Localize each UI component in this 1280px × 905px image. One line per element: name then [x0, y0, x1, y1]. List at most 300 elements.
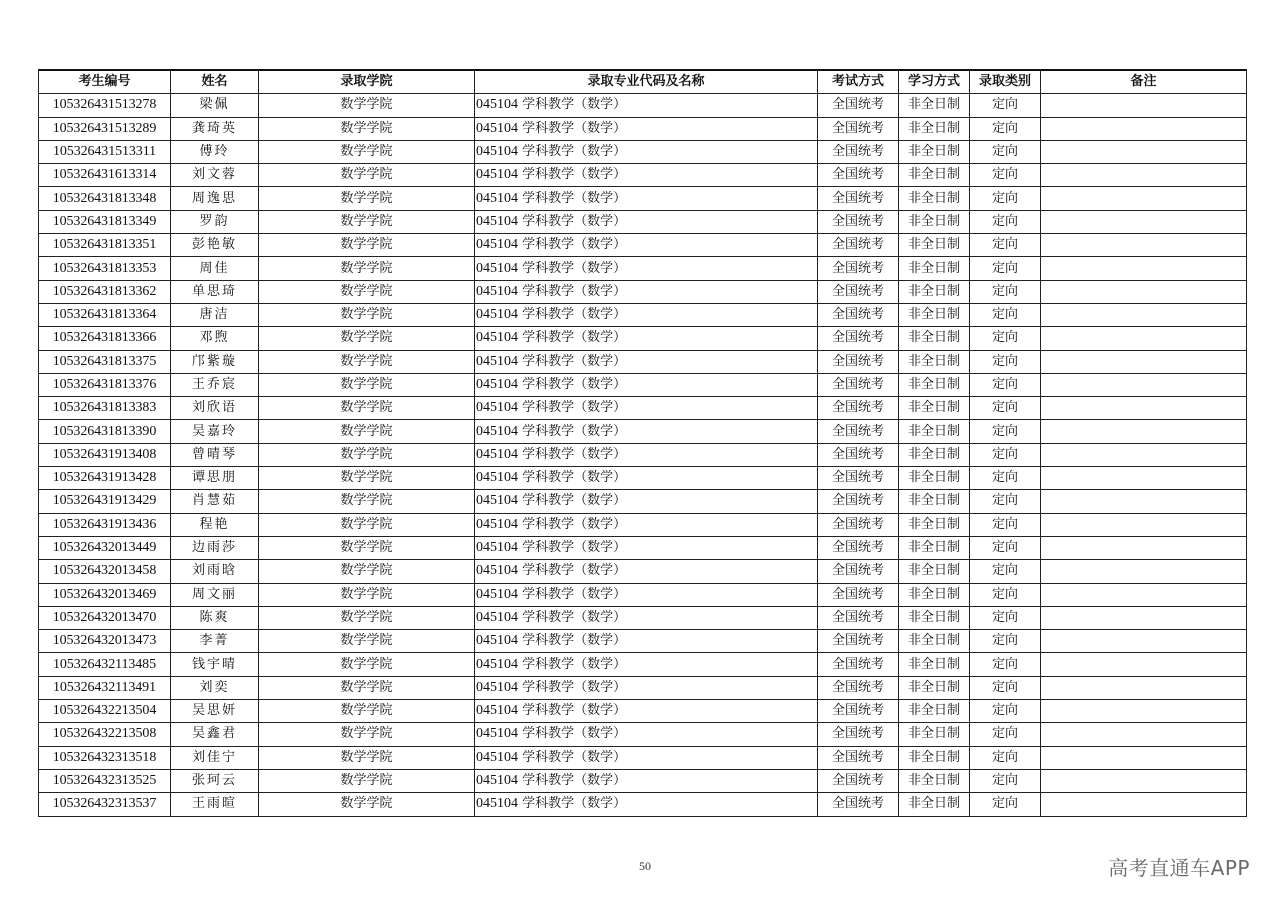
major-code: 045104	[476, 120, 518, 136]
cell-major	[475, 140, 818, 163]
cell-remark	[1041, 234, 1247, 257]
cell-remark	[1041, 350, 1247, 373]
cell-college: 数学学院	[259, 536, 475, 559]
major-code: 045104	[476, 516, 518, 532]
major-name: 学科教学（数学）	[522, 260, 627, 276]
cell-student-id: 105326431813351	[39, 234, 171, 257]
major-name: 学科教学（数学）	[522, 703, 627, 719]
major-code: 045104	[476, 749, 518, 765]
cell-study-mode: 非全日制	[899, 467, 970, 490]
table-row	[39, 257, 1247, 280]
cell-college: 数学学院	[259, 606, 475, 629]
cell-student-id: 105326432013458	[39, 560, 171, 583]
header-category: 录取类别	[970, 70, 1041, 94]
table-row	[39, 490, 1247, 513]
cell-remark	[1041, 327, 1247, 350]
cell-name: 梁佩	[171, 94, 259, 117]
cell-exam-method: 全国统考	[818, 653, 899, 676]
cell-college: 数学学院	[259, 303, 475, 326]
cell-remark	[1041, 373, 1247, 396]
cell-student-id: 105326432013473	[39, 630, 171, 653]
cell-study-mode: 非全日制	[899, 560, 970, 583]
table-row	[39, 676, 1247, 699]
cell-major	[475, 117, 818, 140]
cell-exam-method: 全国统考	[818, 769, 899, 792]
major-code: 045104	[476, 377, 518, 392]
cell-college: 数学学院	[259, 793, 475, 816]
cell-category: 定向	[970, 560, 1041, 583]
cell-category: 定向	[970, 490, 1041, 513]
cell-student-id: 105326432313525	[39, 769, 171, 792]
major-code: 045104	[476, 330, 518, 346]
table-row	[39, 140, 1247, 163]
major-name: 学科教学（数学）	[522, 726, 627, 742]
cell-major	[475, 606, 818, 629]
cell-college: 数学学院	[259, 327, 475, 350]
cell-major	[475, 653, 818, 676]
table-row	[39, 373, 1247, 396]
cell-remark	[1041, 560, 1247, 583]
cell-study-mode: 非全日制	[899, 397, 970, 420]
cell-study-mode: 非全日制	[899, 606, 970, 629]
cell-category: 定向	[970, 769, 1041, 792]
cell-exam-method: 全国统考	[818, 536, 899, 559]
cell-category: 定向	[970, 420, 1041, 443]
cell-student-id: 105326431913429	[39, 490, 171, 513]
cell-student-id: 105326432013470	[39, 606, 171, 629]
cell-remark	[1041, 630, 1247, 653]
major-code: 045104	[476, 353, 518, 369]
table-row	[39, 769, 1247, 792]
cell-major	[475, 350, 818, 373]
cell-study-mode: 非全日制	[899, 117, 970, 140]
cell-student-id: 105326431913436	[39, 513, 171, 536]
major-name: 学科教学（数学）	[522, 563, 627, 579]
cell-college: 数学学院	[259, 420, 475, 443]
major-code: 045104	[476, 446, 518, 462]
cell-college: 数学学院	[259, 94, 475, 117]
major-name: 学科教学（数学）	[522, 213, 627, 229]
table-row	[39, 187, 1247, 210]
cell-college: 数学学院	[259, 560, 475, 583]
cell-remark	[1041, 769, 1247, 792]
cell-exam-method: 全国统考	[818, 94, 899, 117]
major-code: 045104	[476, 237, 518, 253]
cell-remark	[1041, 117, 1247, 140]
cell-study-mode: 非全日制	[899, 513, 970, 536]
cell-remark	[1041, 700, 1247, 723]
major-name: 学科教学（数学）	[522, 796, 627, 812]
major-name: 学科教学（数学）	[522, 144, 627, 160]
cell-category: 定向	[970, 280, 1041, 303]
cell-name: 周文丽	[171, 583, 259, 606]
cell-category: 定向	[970, 700, 1041, 723]
cell-category: 定向	[970, 467, 1041, 490]
cell-college: 数学学院	[259, 700, 475, 723]
table-body	[39, 94, 1247, 816]
cell-category: 定向	[970, 303, 1041, 326]
cell-name: 程艳	[171, 513, 259, 536]
major-name: 学科教学（数学）	[522, 120, 627, 136]
cell-major	[475, 536, 818, 559]
cell-study-mode: 非全日制	[899, 793, 970, 816]
cell-study-mode: 非全日制	[899, 630, 970, 653]
table-row	[39, 443, 1247, 466]
cell-exam-method: 全国统考	[818, 420, 899, 443]
cell-remark	[1041, 467, 1247, 490]
cell-exam-method: 全国统考	[818, 700, 899, 723]
cell-college: 数学学院	[259, 234, 475, 257]
cell-major	[475, 490, 818, 513]
cell-major	[475, 164, 818, 187]
major-name: 学科教学（数学）	[522, 167, 627, 183]
major-name: 学科教学（数学）	[522, 656, 627, 672]
cell-major	[475, 210, 818, 233]
cell-college: 数学学院	[259, 630, 475, 653]
table-row	[39, 350, 1247, 373]
cell-study-mode: 非全日制	[899, 676, 970, 699]
cell-student-id: 105326431813390	[39, 420, 171, 443]
cell-exam-method: 全国统考	[818, 303, 899, 326]
major-code: 045104	[476, 493, 518, 509]
cell-exam-method: 全国统考	[818, 257, 899, 280]
major-code: 045104	[476, 190, 518, 206]
cell-major	[475, 560, 818, 583]
cell-college: 数学学院	[259, 653, 475, 676]
cell-category: 定向	[970, 606, 1041, 629]
cell-student-id: 105326431913408	[39, 443, 171, 466]
major-name: 学科教学（数学）	[522, 97, 627, 113]
cell-college: 数学学院	[259, 513, 475, 536]
cell-exam-method: 全国统考	[818, 350, 899, 373]
cell-major	[475, 723, 818, 746]
cell-remark	[1041, 164, 1247, 187]
table-row	[39, 467, 1247, 490]
major-code: 045104	[476, 97, 518, 113]
cell-college: 数学学院	[259, 746, 475, 769]
cell-college: 数学学院	[259, 373, 475, 396]
cell-category: 定向	[970, 653, 1041, 676]
major-name: 学科教学（数学）	[522, 586, 627, 602]
cell-name: 李菁	[171, 630, 259, 653]
cell-exam-method: 全国统考	[818, 723, 899, 746]
cell-remark	[1041, 723, 1247, 746]
major-code: 045104	[476, 656, 518, 672]
cell-college: 数学学院	[259, 467, 475, 490]
cell-student-id: 105326432013449	[39, 536, 171, 559]
table-row	[39, 793, 1247, 816]
cell-name: 龚琦英	[171, 117, 259, 140]
cell-study-mode: 非全日制	[899, 700, 970, 723]
table-row	[39, 560, 1247, 583]
cell-name: 钱宇晴	[171, 653, 259, 676]
cell-category: 定向	[970, 350, 1041, 373]
cell-exam-method: 全国统考	[818, 513, 899, 536]
major-name: 学科教学（数学）	[522, 353, 627, 369]
major-code: 045104	[476, 796, 518, 812]
table-row	[39, 723, 1247, 746]
major-name: 学科教学（数学）	[522, 400, 627, 416]
major-code: 045104	[476, 260, 518, 276]
major-name: 学科教学（数学）	[522, 190, 627, 206]
cell-name: 周佳	[171, 257, 259, 280]
cell-major	[475, 327, 818, 350]
cell-category: 定向	[970, 443, 1041, 466]
cell-exam-method: 全国统考	[818, 140, 899, 163]
cell-student-id: 105326431813376	[39, 373, 171, 396]
major-code: 045104	[476, 167, 518, 183]
cell-name: 刘欣语	[171, 397, 259, 420]
cell-student-id: 105326431813348	[39, 187, 171, 210]
cell-major	[475, 746, 818, 769]
major-name: 学科教学（数学）	[522, 633, 627, 649]
cell-study-mode: 非全日制	[899, 327, 970, 350]
cell-exam-method: 全国统考	[818, 606, 899, 629]
cell-college: 数学学院	[259, 140, 475, 163]
cell-remark	[1041, 420, 1247, 443]
cell-student-id: 105326431813364	[39, 303, 171, 326]
cell-name: 张珂云	[171, 769, 259, 792]
cell-category: 定向	[970, 210, 1041, 233]
table-row	[39, 210, 1247, 233]
cell-college: 数学学院	[259, 210, 475, 233]
major-name: 学科教学（数学）	[522, 237, 627, 253]
major-code: 045104	[476, 400, 518, 416]
cell-remark	[1041, 140, 1247, 163]
cell-college: 数学学院	[259, 676, 475, 699]
major-code: 045104	[476, 563, 518, 579]
cell-name: 单思琦	[171, 280, 259, 303]
header-college: 录取学院	[259, 70, 475, 94]
cell-remark	[1041, 397, 1247, 420]
table-row	[39, 420, 1247, 443]
cell-student-id: 105326431813353	[39, 257, 171, 280]
cell-remark	[1041, 303, 1247, 326]
major-name: 学科教学（数学）	[522, 749, 627, 765]
cell-student-id: 105326432113485	[39, 653, 171, 676]
major-code: 045104	[476, 703, 518, 719]
cell-study-mode: 非全日制	[899, 769, 970, 792]
header-remark: 备注	[1041, 70, 1247, 94]
cell-name: 彭艳敏	[171, 234, 259, 257]
cell-student-id: 105326432313518	[39, 746, 171, 769]
admission-table	[38, 69, 1247, 817]
cell-study-mode: 非全日制	[899, 234, 970, 257]
major-name: 学科教学（数学）	[522, 773, 627, 789]
major-name: 学科教学（数学）	[522, 446, 627, 462]
cell-major	[475, 280, 818, 303]
cell-category: 定向	[970, 234, 1041, 257]
major-name: 学科教学（数学）	[522, 516, 627, 532]
cell-study-mode: 非全日制	[899, 210, 970, 233]
cell-college: 数学学院	[259, 443, 475, 466]
cell-remark	[1041, 210, 1247, 233]
cell-student-id: 105326431813349	[39, 210, 171, 233]
cell-category: 定向	[970, 140, 1041, 163]
cell-major	[475, 257, 818, 280]
cell-major	[475, 700, 818, 723]
cell-exam-method: 全国统考	[818, 676, 899, 699]
table-header-row	[39, 70, 1247, 94]
cell-category: 定向	[970, 536, 1041, 559]
table-row	[39, 653, 1247, 676]
major-code: 045104	[476, 679, 518, 695]
cell-remark	[1041, 94, 1247, 117]
cell-study-mode: 非全日制	[899, 746, 970, 769]
major-code: 045104	[476, 144, 518, 160]
cell-major	[475, 373, 818, 396]
cell-remark	[1041, 280, 1247, 303]
cell-study-mode: 非全日制	[899, 723, 970, 746]
cell-name: 吴鑫君	[171, 723, 259, 746]
cell-study-mode: 非全日制	[899, 280, 970, 303]
cell-major	[475, 676, 818, 699]
cell-name: 边雨莎	[171, 536, 259, 559]
cell-study-mode: 非全日制	[899, 187, 970, 210]
cell-exam-method: 全国统考	[818, 793, 899, 816]
cell-major	[475, 793, 818, 816]
cell-college: 数学学院	[259, 769, 475, 792]
cell-remark	[1041, 606, 1247, 629]
cell-category: 定向	[970, 583, 1041, 606]
cell-name: 曾晴琴	[171, 443, 259, 466]
header-id: 考生编号	[39, 70, 171, 94]
cell-name: 王乔宸	[171, 373, 259, 396]
major-name: 学科教学（数学）	[522, 283, 627, 299]
table-row	[39, 94, 1247, 117]
cell-college: 数学学院	[259, 490, 475, 513]
major-code: 045104	[476, 586, 518, 602]
cell-name: 吴嘉玲	[171, 420, 259, 443]
major-code: 045104	[476, 726, 518, 742]
cell-name: 邓煦	[171, 327, 259, 350]
table-row	[39, 630, 1247, 653]
cell-remark	[1041, 746, 1247, 769]
cell-remark	[1041, 257, 1247, 280]
cell-exam-method: 全国统考	[818, 583, 899, 606]
cell-major	[475, 769, 818, 792]
cell-name: 邝紫璇	[171, 350, 259, 373]
cell-study-mode: 非全日制	[899, 653, 970, 676]
cell-college: 数学学院	[259, 117, 475, 140]
major-name: 学科教学（数学）	[522, 679, 627, 695]
table-row	[39, 513, 1247, 536]
major-name: 学科教学（数学）	[522, 493, 627, 509]
cell-student-id: 105326431813375	[39, 350, 171, 373]
cell-category: 定向	[970, 793, 1041, 816]
cell-student-id: 105326431913428	[39, 467, 171, 490]
cell-college: 数学学院	[259, 397, 475, 420]
cell-student-id: 105326432213504	[39, 700, 171, 723]
cell-name: 王雨暄	[171, 793, 259, 816]
cell-study-mode: 非全日制	[899, 140, 970, 163]
cell-student-id: 105326431613314	[39, 164, 171, 187]
cell-study-mode: 非全日制	[899, 583, 970, 606]
cell-remark	[1041, 513, 1247, 536]
cell-remark	[1041, 676, 1247, 699]
cell-student-id: 105326431813383	[39, 397, 171, 420]
table-row	[39, 117, 1247, 140]
cell-study-mode: 非全日制	[899, 303, 970, 326]
cell-student-id: 105326432013469	[39, 583, 171, 606]
cell-major	[475, 467, 818, 490]
major-code: 045104	[476, 283, 518, 299]
cell-student-id: 105326431513311	[39, 140, 171, 163]
major-name: 学科教学（数学）	[522, 330, 627, 346]
cell-remark	[1041, 536, 1247, 559]
cell-college: 数学学院	[259, 164, 475, 187]
cell-college: 数学学院	[259, 257, 475, 280]
cell-name: 刘文蓉	[171, 164, 259, 187]
table-row	[39, 746, 1247, 769]
cell-category: 定向	[970, 723, 1041, 746]
cell-exam-method: 全国统考	[818, 630, 899, 653]
major-name: 学科教学（数学）	[522, 307, 627, 323]
table-row	[39, 327, 1247, 350]
major-code: 045104	[476, 423, 518, 439]
major-code: 045104	[476, 307, 518, 323]
cell-category: 定向	[970, 94, 1041, 117]
cell-major	[475, 420, 818, 443]
cell-college: 数学学院	[259, 280, 475, 303]
table-row	[39, 280, 1247, 303]
cell-remark	[1041, 793, 1247, 816]
cell-college: 数学学院	[259, 723, 475, 746]
table-row	[39, 234, 1247, 257]
cell-exam-method: 全国统考	[818, 280, 899, 303]
cell-category: 定向	[970, 117, 1041, 140]
cell-exam-method: 全国统考	[818, 373, 899, 396]
cell-name: 陈爽	[171, 606, 259, 629]
table-row	[39, 397, 1247, 420]
cell-major	[475, 630, 818, 653]
major-name: 学科教学（数学）	[522, 470, 627, 486]
cell-study-mode: 非全日制	[899, 490, 970, 513]
cell-remark	[1041, 583, 1247, 606]
cell-category: 定向	[970, 187, 1041, 210]
cell-study-mode: 非全日制	[899, 350, 970, 373]
cell-study-mode: 非全日制	[899, 164, 970, 187]
cell-student-id: 105326432213508	[39, 723, 171, 746]
major-name: 学科教学（数学）	[522, 423, 627, 439]
cell-name: 罗韵	[171, 210, 259, 233]
major-code: 045104	[476, 540, 518, 556]
major-code: 045104	[476, 470, 518, 486]
cell-study-mode: 非全日制	[899, 257, 970, 280]
cell-study-mode: 非全日制	[899, 94, 970, 117]
table-row	[39, 164, 1247, 187]
cell-category: 定向	[970, 746, 1041, 769]
cell-category: 定向	[970, 630, 1041, 653]
cell-remark	[1041, 653, 1247, 676]
table-row	[39, 700, 1247, 723]
cell-name: 吴思妍	[171, 700, 259, 723]
cell-remark	[1041, 443, 1247, 466]
cell-name: 谭思朋	[171, 467, 259, 490]
cell-exam-method: 全国统考	[818, 560, 899, 583]
cell-name: 周逸思	[171, 187, 259, 210]
cell-student-id: 105326432313537	[39, 793, 171, 816]
cell-name: 唐洁	[171, 303, 259, 326]
header-exam: 考试方式	[818, 70, 899, 94]
cell-major	[475, 583, 818, 606]
cell-student-id: 105326431813362	[39, 280, 171, 303]
cell-remark	[1041, 187, 1247, 210]
cell-exam-method: 全国统考	[818, 746, 899, 769]
cell-category: 定向	[970, 373, 1041, 396]
header-major: 录取专业代码及名称	[475, 70, 818, 94]
page-number: 50	[639, 859, 651, 873]
